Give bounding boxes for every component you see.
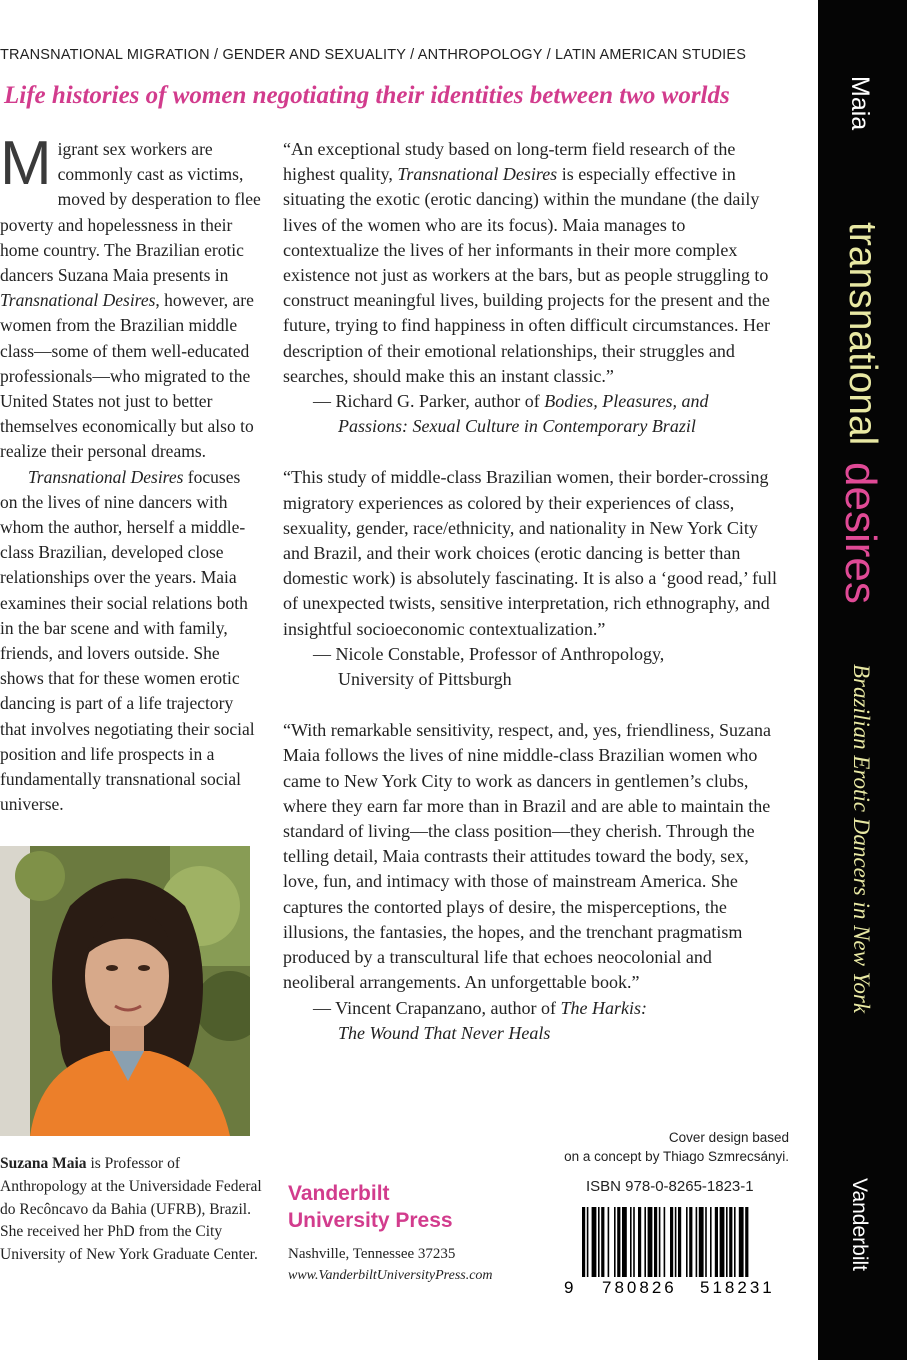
barcode-bar	[710, 1207, 712, 1277]
barcode-bar	[696, 1207, 698, 1277]
barcode-bar	[729, 1207, 732, 1277]
barcode-bar	[592, 1207, 597, 1277]
barcode-bar	[705, 1207, 707, 1277]
barcode-bar	[734, 1207, 736, 1277]
barcode-bar	[644, 1207, 646, 1277]
barcode	[560, 1205, 800, 1297]
barcode-bar	[715, 1207, 718, 1277]
barcode-bar	[648, 1207, 653, 1277]
barcode-digits-right: 518231	[700, 1278, 775, 1297]
publisher-website: www.VanderbiltUniversityPress.com	[288, 1268, 493, 1283]
author-bio: Suzana Maia is Professor of Anthropology at the Universidade Federal do Recôncavo da Bahia (UFRB), Brazil. She received her PhD from the City University of New York Graduate Center.	[0, 1155, 262, 1264]
drop-cap: M	[0, 129, 52, 198]
barcode-bar	[622, 1207, 627, 1277]
publisher-logo: Vanderbilt University Press	[288, 1182, 453, 1232]
barcode-bar	[630, 1207, 632, 1277]
barcode-bar	[675, 1207, 677, 1277]
publisher-address: Nashville, Tennessee 37235 www.VanderbiltUniversityPress.com	[288, 1243, 493, 1287]
cover-credit: Cover design based on a concept by Thiago Szmrecsányi.	[564, 1130, 789, 1164]
barcode-bar	[617, 1207, 620, 1277]
barcode-bar	[699, 1207, 704, 1277]
barcode-bar	[670, 1207, 673, 1277]
barcode-digit-prefix: 9	[564, 1278, 574, 1297]
spine-author: Maia	[846, 76, 874, 131]
tagline: Life histories of women negotiating their identities between two worlds	[4, 82, 730, 109]
barcode-bar	[745, 1207, 748, 1277]
barcode-bar	[720, 1207, 725, 1277]
author-photo	[0, 846, 250, 1136]
barcode-bar	[582, 1207, 585, 1277]
barcode-bar	[587, 1207, 589, 1277]
barcode-bar	[664, 1207, 666, 1277]
barcode-bar	[598, 1207, 600, 1277]
barcode-bar	[689, 1207, 692, 1277]
book-description: Migrant sex workers are commonly cast as victims, moved by desperation to flee poverty and hopelessness in their home country. The Brazilian erotic dancers Suzana Maia presents in Transnational Desires, however, are women from the Brazilian middle class—some of them well-educated professionals—who migrated to the United States not just to better themselves economically but also to realize their personal dreams. Transnational Desires focuses on the lives of nine dancers with whom the author, herself a middle-class Brazilian, developed close relationships over the years. Maia examines their social relations both in the bar scene and with family, friends, and lovers outside. She shows that for these women erotic dancing is part of a life trajectory that involves negotiating their social position and life prospects in a fundamentally transnational social universe.	[0, 129, 261, 815]
endorsement-crapanzano: “With remarkable sensitivity, respect, and, yes, friendliness, Suzana Maia follows the lives of nine middle-class Brazilian women who came to New York City to work as dancers in gentlemen’s clubs, where they earn far more than in Brazil and are able to maintain the standard of living—the class position—they cherish. Through the telling detail, Maia contrasts their attitudes toward the body, sex, love, fun, and intimacy with those of mainstream America. She captures the contorted plays of desire, the misperceptions, the illusions, the fantasies, the hopes, and the trenchant pragmatism produced by a transcultural life that echoes neocolonial and neoliberal arrangements. An unforgettable book.” — Vincent Crapanzano, author of The Harkis: The Wound That Never Heals	[283, 720, 771, 1043]
endorsement-constable: “This study of middle-class Brazilian women, their border-crossing migratory experiences as colored by their experiences of class, sexuality, gender, race/ethnicity, and nationality in New York City and Brazil, and their work choices (erotic dancing is better than domestic work) is absolutely fascinating. It is also a ‘good read,’ full of unexpected twists, sensitive interpretation, rich ethnography, and insightful socioeconomic contextualization.” — Nicole Constable, Professor of Anthropology, University of Pittsburgh	[283, 467, 778, 690]
subject-categories: TRANSNATIONAL MIGRATION / GENDER AND SEXUALITY / ANTHROPOLOGY / LATIN AMERICAN STUDIES	[0, 47, 747, 63]
barcode-bar	[633, 1207, 635, 1277]
isbn: ISBN 978-0-8265-1823-1	[586, 1178, 754, 1195]
spine-title-transnational: transnational	[841, 222, 884, 446]
barcode-bar	[659, 1207, 661, 1277]
barcode-bar	[614, 1207, 616, 1277]
barcode-bar	[638, 1207, 641, 1277]
barcode-digits-left: 780826	[602, 1278, 677, 1297]
endorsement-parker: “An exceptional study based on long-term field research of the highest quality, Transnational Desires is especially effective in situating the exotic (erotic dancing) within the mundane (the daily lives of the women who are its focus). Maia manages to contextualize the lives of her informants in their more complex existence not just as workers at the bars, but as people struggling to construct meaningful lives, building projects for the present and the future, trying to find happiness in often difficult circumstances. Her description of their emotional relationships, their struggles and searches, should make this an instant classic.” — Richard G. Parker, author of Bodies, Pleasures, and Passions: Sexual Culture in Contemporary Brazil	[283, 139, 771, 437]
barcode-bar	[678, 1207, 681, 1277]
barcode-bar	[686, 1207, 688, 1277]
barcode-bar	[726, 1207, 728, 1277]
spine-subtitle: Brazilian Erotic Dancers in New York	[849, 664, 874, 1014]
barcode-bar	[654, 1207, 657, 1277]
book-spine	[818, 0, 907, 1360]
endorsements	[283, 137, 783, 1072]
barcode-bar	[739, 1207, 744, 1277]
barcode-bar	[608, 1207, 610, 1277]
barcode-bar	[601, 1207, 604, 1277]
spine-publisher: Vanderbilt	[848, 1178, 871, 1272]
spine-title-desires: desires	[836, 462, 885, 604]
